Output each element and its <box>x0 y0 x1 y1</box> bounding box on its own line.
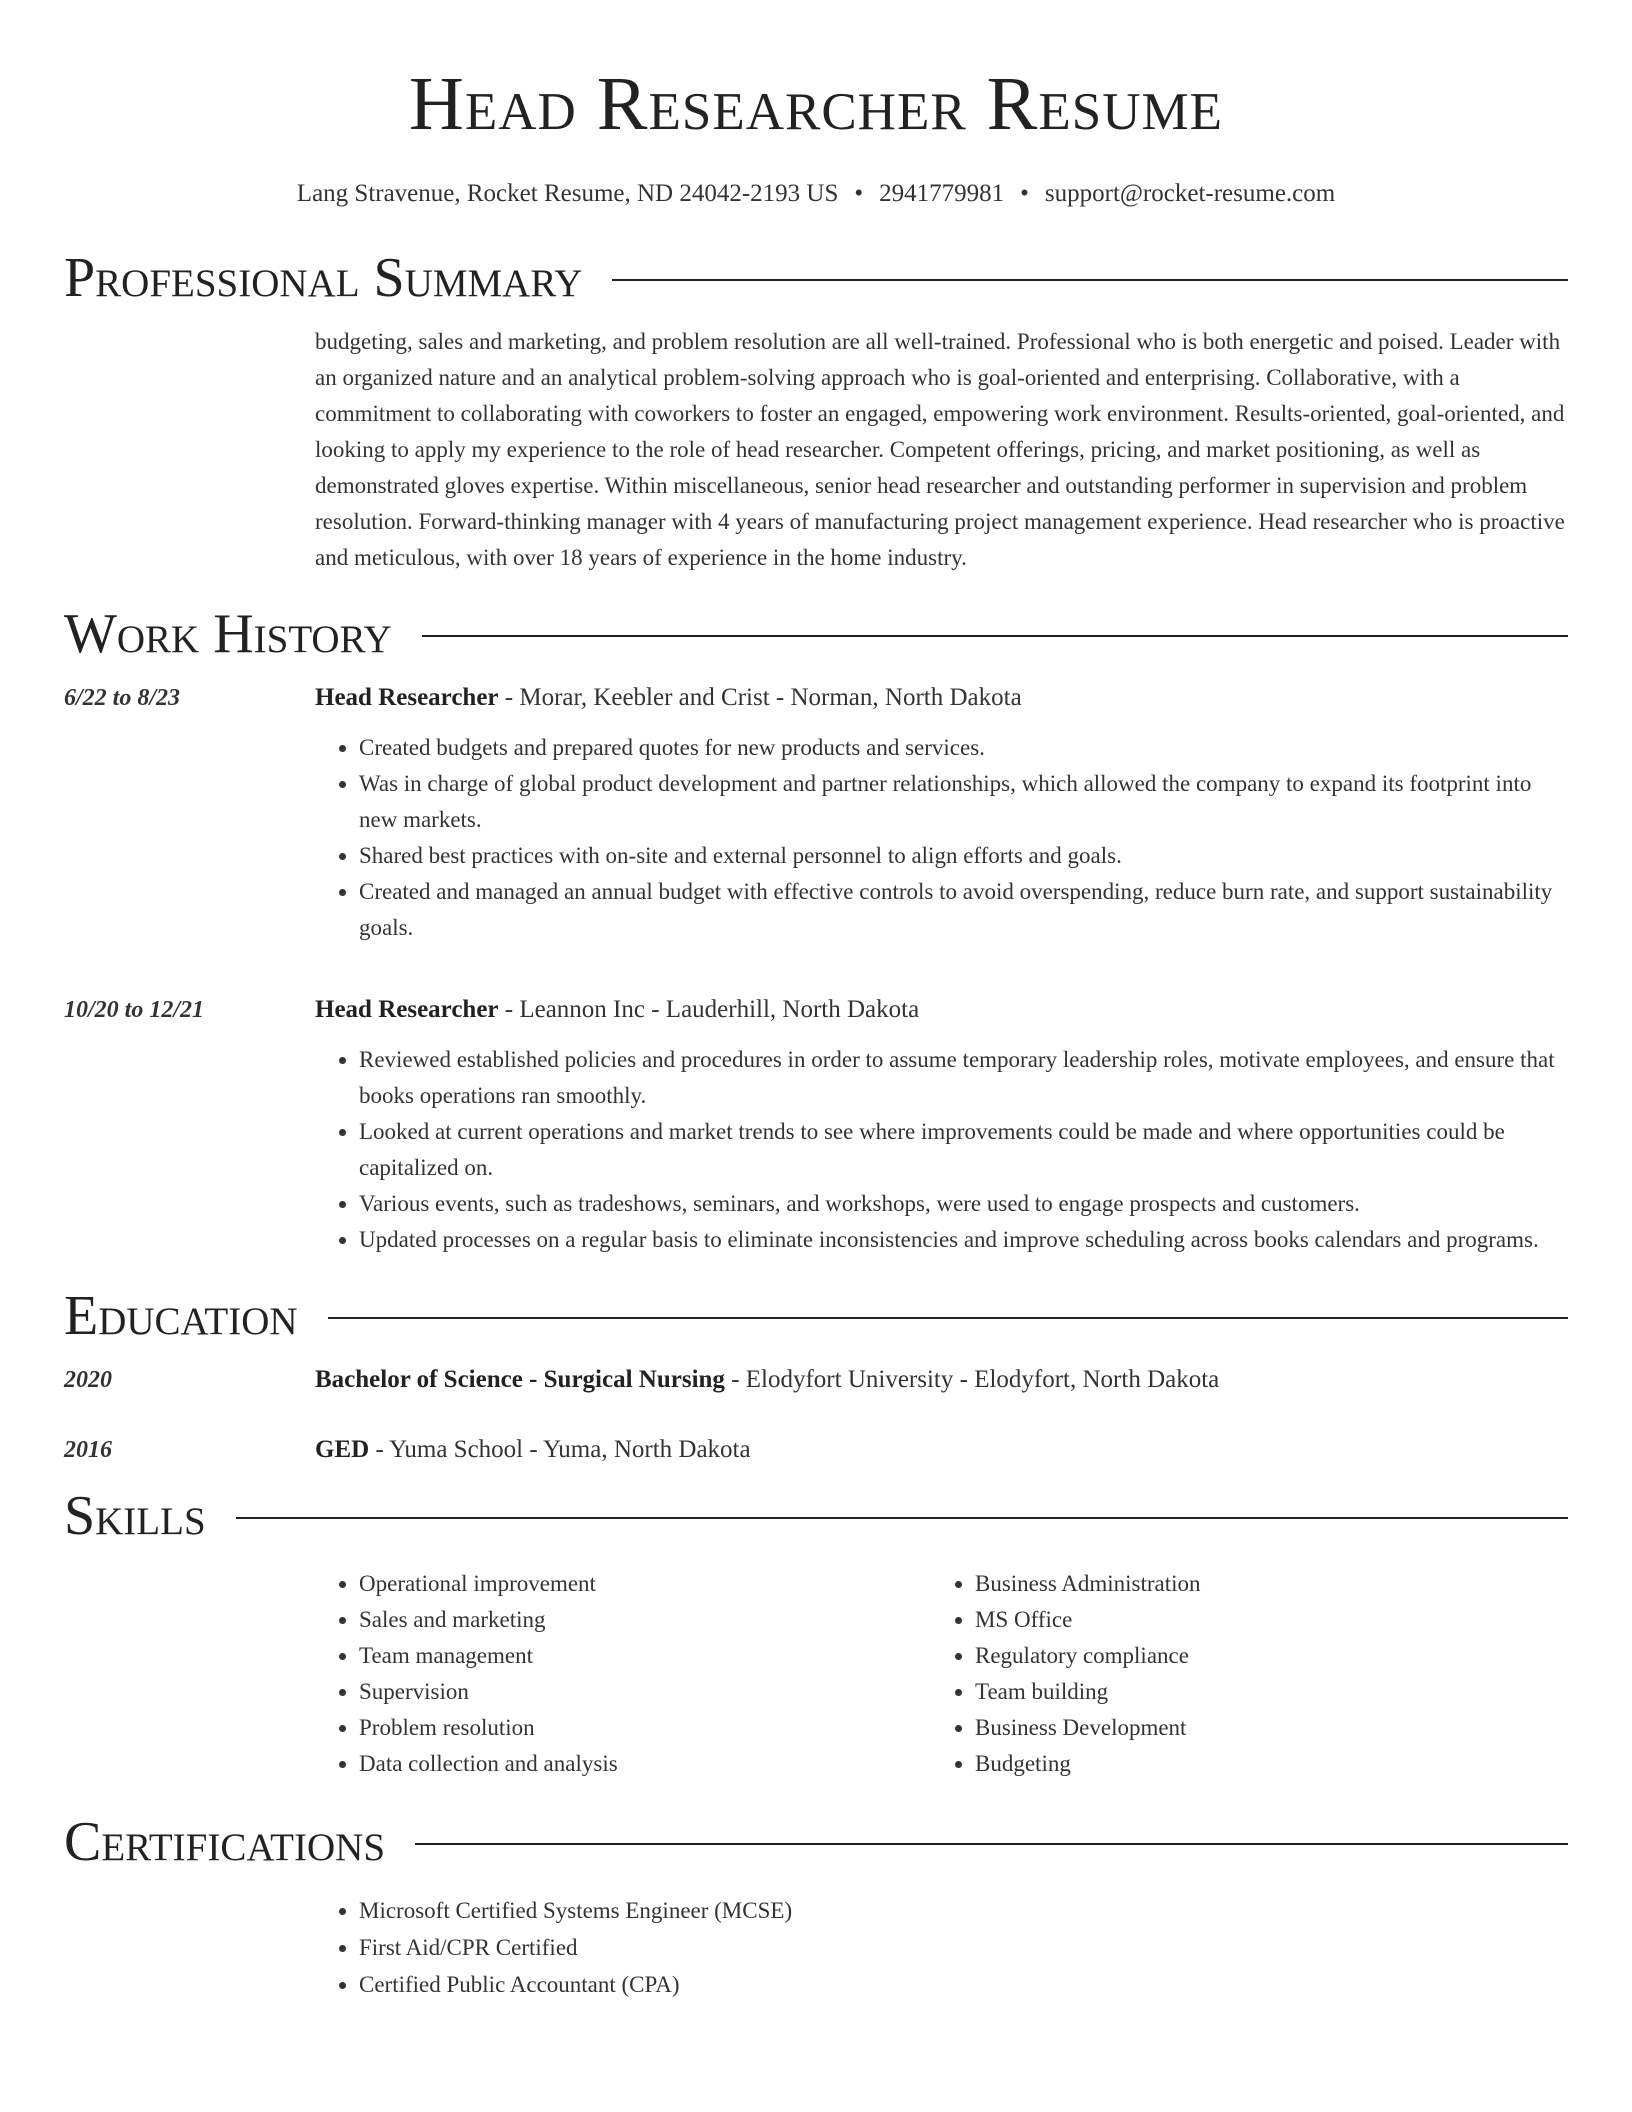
skill-item: • Business Administration <box>975 1566 1547 1602</box>
work-bullet: • Shared best practices with on-site and external personnel to align efforts and goals. <box>359 838 1568 874</box>
skill-item: • Business Development <box>975 1710 1547 1746</box>
work-bullet: • Reviewed established policies and procedures in order to assume temporary leadership roles, motivate employees, and ensure that books operations ran smoothly. <box>359 1042 1568 1114</box>
work-bullet: • Created budgets and prepared quotes for new products and services. <box>359 730 1568 766</box>
section-divider <box>415 1843 1568 1845</box>
work-bullets <box>315 730 1568 946</box>
work-date: 10/20 to 12/21 <box>64 997 205 1023</box>
contact-address: Lang Stravenue, Rocket Resume, ND 24042-2193 US <box>296 180 839 207</box>
education-date: 2020 <box>64 1367 112 1393</box>
work-heading <box>315 992 1568 1028</box>
section-header-education <box>64 1284 1568 1348</box>
skills-list-left <box>315 1566 931 1782</box>
work-bullet: • Looked at current operations and market trends to see where improvements could be made and where opportunities could be capitalized on. <box>359 1114 1568 1186</box>
job-details: - Morar, Keebler and Crist - Norman, North Dakota <box>498 684 1022 711</box>
section-divider <box>236 1517 1568 1519</box>
skill-item: • Team management <box>359 1638 931 1674</box>
section-header-summary <box>64 246 1568 310</box>
contact-email[interactable]: support@rocket-resume.com <box>1044 180 1336 207</box>
education-date: 2016 <box>64 1437 112 1463</box>
skill-item: • Budgeting <box>975 1746 1547 1782</box>
certification-item: • First Aid/CPR Certified <box>359 1929 1568 1966</box>
skills-list-right <box>931 1566 1547 1782</box>
section-divider <box>328 1317 1568 1319</box>
skill-item: • Sales and marketing <box>359 1602 931 1638</box>
work-bullets <box>315 1042 1568 1258</box>
section-title-skills: Skills <box>64 1485 206 1547</box>
school-details: - Yuma School - Yuma, North Dakota <box>369 1436 751 1463</box>
section-title-summary: Professional Summary <box>64 247 583 309</box>
work-date: 6/22 to 8/23 <box>64 685 181 711</box>
job-title: Head Researcher <box>315 996 499 1023</box>
work-entry-body <box>315 680 1568 946</box>
certification-item: • Microsoft Certified Systems Engineer (MCSE) <box>359 1892 1568 1929</box>
skill-item: • Team building <box>975 1674 1547 1710</box>
summary-text: budgeting, sales and marketing, and problem resolution are all well-trained. Professional who is both energetic and poised. Leader with an organized nature and an analytical problem-solving approach who is goal-oriented and enterprising. Collaborative, with a commitment to collaborating with coworkers to foster an engaged, empowering work environment. Results-oriented, goal-oriented, and looking to apply my experience to the role of head researcher. Competent offerings, pricing, and market positioning, as well as demonstrated gloves expertise. Within miscellaneous, senior head researcher and outstanding performer in supervision and problem resolution. Forward-thinking manager with 4 years of manufacturing project management experience. Head researcher who is proactive and meticulous, with over 18 years of experience in the home industry. <box>315 329 1565 570</box>
work-entry-body <box>315 992 1568 1258</box>
education-entry <box>64 1432 1568 1468</box>
skill-item: • Problem resolution <box>359 1710 931 1746</box>
education-entry <box>64 1362 1568 1398</box>
resume-title: Head Researcher Resume <box>408 62 1224 146</box>
work-entry <box>64 680 1568 946</box>
education-entry-body <box>315 1432 1568 1468</box>
certifications-block <box>315 1892 1568 2003</box>
work-bullet: • Updated processes on a regular basis to eliminate inconsistencies and improve scheduling across books calendars and programs. <box>359 1222 1568 1258</box>
section-header-skills <box>64 1484 1568 1548</box>
section-header-work <box>64 602 1568 666</box>
work-bullet: • Was in charge of global product development and partner relationships, which allowed the company to expand its footprint into new markets. <box>359 766 1568 838</box>
section-title-certifications: Certifications <box>64 1811 386 1873</box>
skill-item: • Data collection and analysis <box>359 1746 931 1782</box>
job-details: - Leannon Inc - Lauderhill, North Dakota <box>498 996 920 1023</box>
section-title-education: Education <box>64 1285 298 1347</box>
certifications-list <box>315 1892 1568 2003</box>
skill-item: • MS Office <box>975 1602 1547 1638</box>
education-heading <box>315 1362 1568 1398</box>
education-entry-body <box>315 1362 1568 1398</box>
job-title: Head Researcher <box>315 684 499 711</box>
education-heading <box>315 1432 1568 1468</box>
work-bullet: • Various events, such as tradeshows, seminars, and workshops, were used to engage prospects and customers. <box>359 1186 1568 1222</box>
section-header-certifications <box>64 1810 1568 1874</box>
skills-columns <box>315 1566 1568 1782</box>
school-details: - Elodyfort University - Elodyfort, North Dakota <box>724 1366 1220 1393</box>
work-heading <box>315 680 1568 716</box>
section-divider <box>422 635 1568 637</box>
contact-line <box>64 178 1568 210</box>
skill-item: • Supervision <box>359 1674 931 1710</box>
contact-separator: • <box>854 180 864 207</box>
contact-phone: 2941779981 <box>879 180 1005 207</box>
contact-separator: • <box>1020 180 1029 207</box>
section-divider <box>612 279 1568 281</box>
skill-item: • Regulatory compliance <box>975 1638 1547 1674</box>
degree: Bachelor of Science - Surgical Nursing <box>315 1366 725 1393</box>
skill-item: • Operational improvement <box>359 1566 931 1602</box>
section-title-work: Work History <box>64 603 392 665</box>
work-bullet: • Created and managed an annual budget with effective controls to avoid overspending, reduce burn rate, and support sustainability goals. <box>359 874 1568 946</box>
degree: GED <box>315 1436 370 1463</box>
work-entry <box>64 992 1568 1258</box>
certification-item: • Certified Public Accountant (CPA) <box>359 1966 1568 2003</box>
